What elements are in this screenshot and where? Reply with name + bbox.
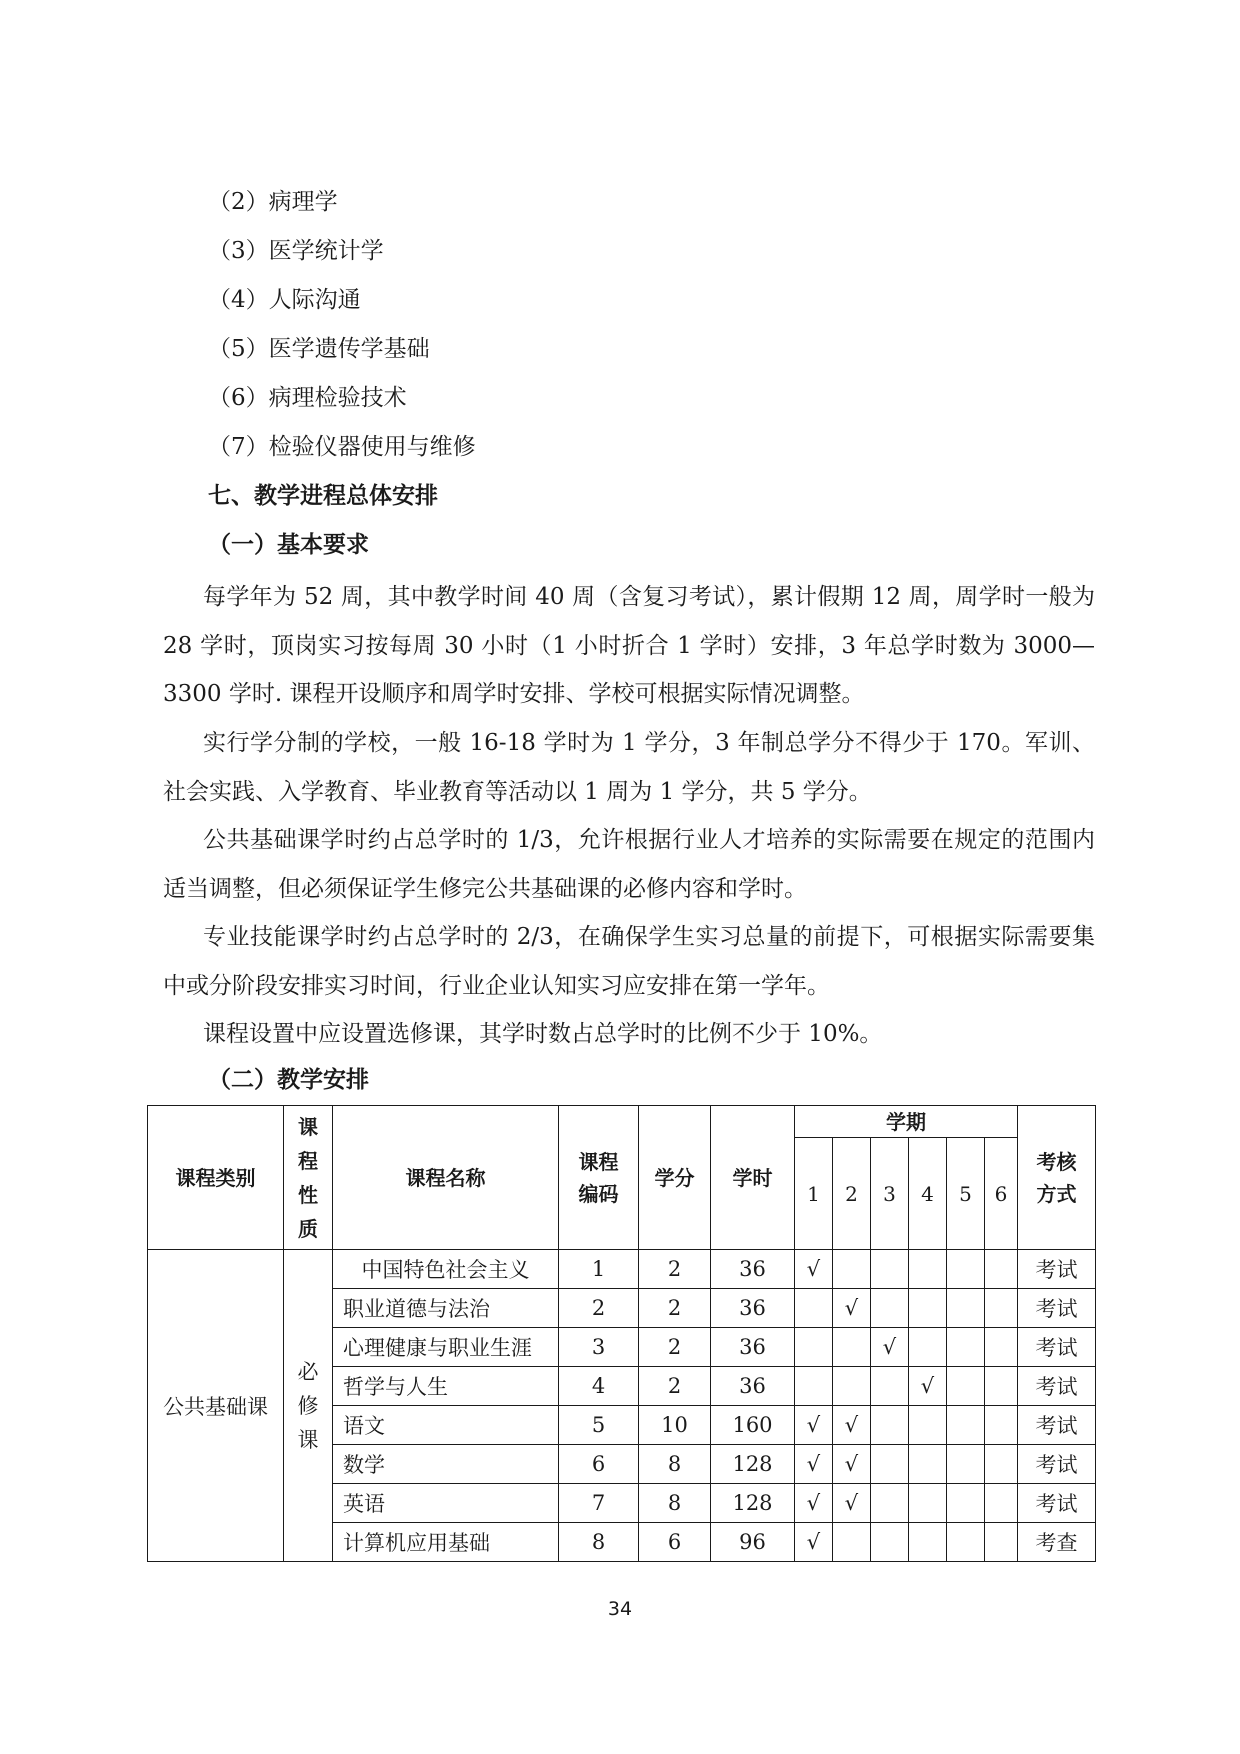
course-code-cell: 3 xyxy=(559,1328,639,1367)
check-mark-icon: √ xyxy=(844,1413,859,1437)
course-credits-cell: 10 xyxy=(639,1406,711,1445)
assessment-cell: 考试 xyxy=(1018,1289,1096,1328)
course-credits-cell: 2 xyxy=(639,1250,711,1289)
course-credits-cell: 2 xyxy=(639,1289,711,1328)
list-item: （6）病理检验技术 xyxy=(208,385,407,411)
semester-2-cell xyxy=(833,1523,871,1562)
assessment-cell: 考试 xyxy=(1018,1328,1096,1367)
semester-4-cell xyxy=(909,1523,947,1562)
course-hours-cell: 128 xyxy=(711,1445,795,1484)
semester-5-cell xyxy=(947,1484,985,1523)
header-semester: 学期 xyxy=(795,1106,1018,1138)
semester-3-cell xyxy=(871,1523,909,1562)
course-code-cell: 8 xyxy=(559,1523,639,1562)
list-item: （2）病理学 xyxy=(208,189,338,215)
semester-1-cell xyxy=(795,1484,833,1523)
list-item: （7）检验仪器使用与维修 xyxy=(208,434,476,460)
header-semester-1: 1 xyxy=(795,1138,833,1250)
semester-6-cell xyxy=(985,1484,1018,1523)
header-course-name: 课程名称 xyxy=(333,1106,559,1250)
semester-2-cell xyxy=(833,1484,871,1523)
semester-2-cell xyxy=(833,1250,871,1289)
assessment-cell: 考试 xyxy=(1018,1484,1096,1523)
semester-4-cell xyxy=(909,1250,947,1289)
header-semester-2: 2 xyxy=(833,1138,871,1250)
check-mark-icon: √ xyxy=(920,1374,935,1398)
assessment-cell: 考查 xyxy=(1018,1523,1096,1562)
course-code-cell: 2 xyxy=(559,1289,639,1328)
header-category: 课程类别 xyxy=(148,1106,284,1250)
header-assessment: 考核方式 xyxy=(1018,1106,1096,1250)
course-hours-cell: 36 xyxy=(711,1289,795,1328)
semester-5-cell xyxy=(947,1328,985,1367)
semester-5-cell xyxy=(947,1445,985,1484)
semester-6-cell xyxy=(985,1406,1018,1445)
course-code-cell: 5 xyxy=(559,1406,639,1445)
check-mark-icon: √ xyxy=(806,1491,821,1515)
header-semester-3: 3 xyxy=(871,1138,909,1250)
course-name-cell: 语文 xyxy=(333,1406,559,1445)
course-credits-cell: 8 xyxy=(639,1484,711,1523)
header-hours: 学时 xyxy=(711,1106,795,1250)
course-hours-cell: 36 xyxy=(711,1367,795,1406)
paragraph: 实行学分制的学校，一般 16-18 学时为 1 学分，3 年制总学分不得少于 170。军训、社会实践、入学教育、毕业教育等活动以 1 周为 1 学分，共 5 学分。 xyxy=(163,730,1095,805)
semester-3-cell xyxy=(871,1250,909,1289)
semester-1-cell xyxy=(795,1406,833,1445)
section-title: 七、教学进程总体安排 xyxy=(208,483,438,509)
header-semester-4: 4 xyxy=(909,1138,947,1250)
course-name-cell: 中国特色社会主义 xyxy=(333,1250,559,1289)
page-number: 34 xyxy=(607,1598,633,1620)
assessment-cell: 考试 xyxy=(1018,1250,1096,1289)
check-mark-icon: √ xyxy=(806,1413,821,1437)
course-name-cell: 英语 xyxy=(333,1484,559,1523)
semester-3-cell xyxy=(871,1367,909,1406)
course-credits-cell: 2 xyxy=(639,1367,711,1406)
semester-1-cell xyxy=(795,1367,833,1406)
semester-2-cell xyxy=(833,1445,871,1484)
course-code-cell: 7 xyxy=(559,1484,639,1523)
course-category-cell: 公共基础课 xyxy=(148,1250,284,1562)
paragraph: 专业技能课学时约占总学时的 2/3，在确保学生实习总量的前提下，可根据实际需要集中或分阶段安排实习时间，行业企业认知实习应安排在第一学年。 xyxy=(163,924,1095,999)
check-mark-icon: √ xyxy=(844,1491,859,1515)
check-mark-icon: √ xyxy=(806,1452,821,1476)
semester-1-cell xyxy=(795,1250,833,1289)
semester-2-cell xyxy=(833,1328,871,1367)
semester-1-cell xyxy=(795,1523,833,1562)
course-code-cell: 1 xyxy=(559,1250,639,1289)
course-name-cell: 心理健康与职业生涯 xyxy=(333,1328,559,1367)
table-row xyxy=(148,1250,1096,1289)
course-credits-cell: 6 xyxy=(639,1523,711,1562)
header-semester-6: 6 xyxy=(985,1138,1018,1250)
semester-3-cell xyxy=(871,1328,909,1367)
course-code-cell: 6 xyxy=(559,1445,639,1484)
subsection-title: （二）教学安排 xyxy=(208,1067,369,1093)
course-name-cell: 职业道德与法治 xyxy=(333,1289,559,1328)
semester-4-cell xyxy=(909,1367,947,1406)
semester-6-cell xyxy=(985,1523,1018,1562)
course-name-cell: 计算机应用基础 xyxy=(333,1523,559,1562)
semester-2-cell xyxy=(833,1406,871,1445)
list-item: （4）人际沟通 xyxy=(208,287,361,313)
header-course-code: 课程编码 xyxy=(559,1106,639,1250)
header-credits: 学分 xyxy=(639,1106,711,1250)
semester-1-cell xyxy=(795,1328,833,1367)
check-mark-icon: √ xyxy=(844,1452,859,1476)
check-mark-icon: √ xyxy=(806,1530,821,1554)
semester-4-cell xyxy=(909,1484,947,1523)
header-semester-5: 5 xyxy=(947,1138,985,1250)
check-mark-icon: √ xyxy=(844,1296,859,1320)
semester-5-cell xyxy=(947,1250,985,1289)
semester-2-cell xyxy=(833,1289,871,1328)
paragraph: 课程设置中应设置选修课，其学时数占总学时的比例不少于 10%。 xyxy=(203,1021,883,1047)
semester-6-cell xyxy=(985,1367,1018,1406)
semester-4-cell xyxy=(909,1328,947,1367)
semester-5-cell xyxy=(947,1367,985,1406)
check-mark-icon: √ xyxy=(882,1335,897,1359)
check-mark-icon: √ xyxy=(806,1257,821,1281)
semester-1-cell xyxy=(795,1445,833,1484)
course-hours-cell: 160 xyxy=(711,1406,795,1445)
semester-6-cell xyxy=(985,1328,1018,1367)
semester-4-cell xyxy=(909,1289,947,1328)
semester-4-cell xyxy=(909,1406,947,1445)
semester-5-cell xyxy=(947,1523,985,1562)
semester-6-cell xyxy=(985,1445,1018,1484)
assessment-cell: 考试 xyxy=(1018,1445,1096,1484)
course-name-cell: 哲学与人生 xyxy=(333,1367,559,1406)
course-hours-cell: 96 xyxy=(711,1523,795,1562)
semester-3-cell xyxy=(871,1289,909,1328)
semester-2-cell xyxy=(833,1367,871,1406)
assessment-cell: 考试 xyxy=(1018,1367,1096,1406)
semester-3-cell xyxy=(871,1445,909,1484)
course-hours-cell: 128 xyxy=(711,1484,795,1523)
paragraph: 每学年为 52 周，其中教学时间 40 周（含复习考试），累计假期 12 周，周学时一般为 28 学时，顶岗实习按每周 30 小时（1 小时折合 1 学时）安排，3 年总学时数为 3000—3300 学时. 课程开设顺序和周学时安排、学校可根据实际情况调整。 xyxy=(163,584,1095,707)
semester-3-cell xyxy=(871,1406,909,1445)
semester-3-cell xyxy=(871,1484,909,1523)
list-item: （5）医学遗传学基础 xyxy=(208,336,430,362)
semester-6-cell xyxy=(985,1250,1018,1289)
paragraph: 公共基础课学时约占总学时的 1/3，允许根据行业人才培养的实际需要在规定的范围内适当调整，但必须保证学生修完公共基础课的必修内容和学时。 xyxy=(163,827,1095,902)
semester-6-cell xyxy=(985,1289,1018,1328)
list-item: （3）医学统计学 xyxy=(208,238,384,264)
semester-5-cell xyxy=(947,1406,985,1445)
course-name-cell: 数学 xyxy=(333,1445,559,1484)
semester-1-cell xyxy=(795,1289,833,1328)
header-nature: 课程性质 xyxy=(284,1106,333,1250)
course-hours-cell: 36 xyxy=(711,1250,795,1289)
course-credits-cell: 2 xyxy=(639,1328,711,1367)
semester-4-cell xyxy=(909,1445,947,1484)
course-code-cell: 4 xyxy=(559,1367,639,1406)
assessment-cell: 考试 xyxy=(1018,1406,1096,1445)
course-credits-cell: 8 xyxy=(639,1445,711,1484)
semester-5-cell xyxy=(947,1289,985,1328)
table-body xyxy=(148,1250,1096,1562)
course-hours-cell: 36 xyxy=(711,1328,795,1367)
course-nature-cell: 必修课 xyxy=(284,1250,333,1562)
subsection-title: （一）基本要求 xyxy=(208,532,369,558)
teaching-plan-table xyxy=(147,1105,1096,1562)
